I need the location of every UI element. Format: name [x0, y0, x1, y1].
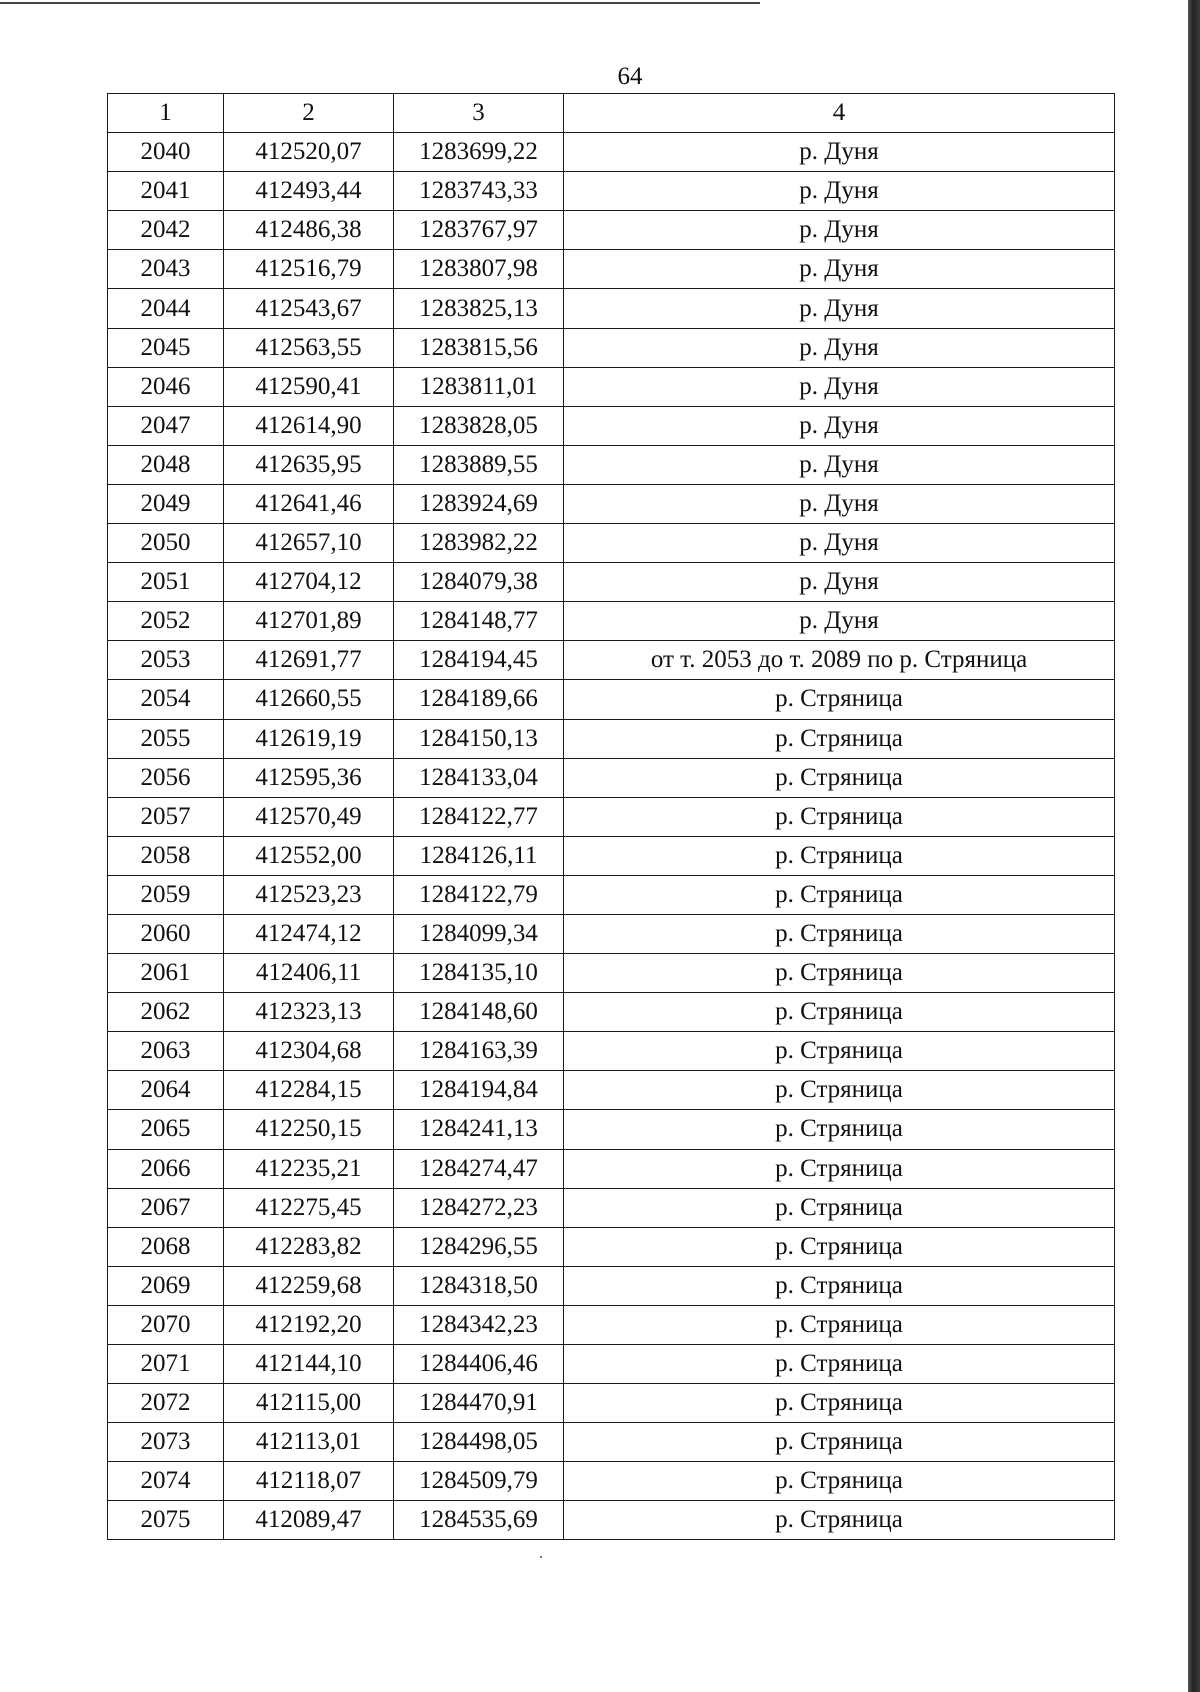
table-row [108, 133, 1115, 172]
y-coordinate-cell: 1284150,13 [394, 719, 564, 758]
boundary-description-cell: р. Дуня [564, 602, 1115, 641]
table-row [108, 524, 1115, 563]
x-coordinate-cell: 412493,44 [224, 172, 394, 211]
point-number-cell: 2067 [108, 1188, 224, 1227]
x-coordinate-cell: 412520,07 [224, 133, 394, 172]
y-coordinate-cell: 1283743,33 [394, 172, 564, 211]
point-number-cell: 2050 [108, 524, 224, 563]
x-coordinate-cell: 412563,55 [224, 328, 394, 367]
table-row [108, 1071, 1115, 1110]
x-coordinate-cell: 412323,13 [224, 993, 394, 1032]
boundary-description-cell: р. Стряница [564, 1188, 1115, 1227]
boundary-description-cell: р. Стряница [564, 758, 1115, 797]
table-row [108, 367, 1115, 406]
x-coordinate-cell: 412701,89 [224, 602, 394, 641]
point-number-cell: 2065 [108, 1110, 224, 1149]
boundary-description-cell: р. Стряница [564, 1149, 1115, 1188]
table-row [108, 1501, 1115, 1540]
table-row [108, 1188, 1115, 1227]
boundary-description-cell: р. Дуня [564, 524, 1115, 563]
boundary-description-cell: р. Дуня [564, 367, 1115, 406]
point-number-cell: 2057 [108, 797, 224, 836]
y-coordinate-cell: 1284509,79 [394, 1462, 564, 1501]
y-coordinate-cell: 1284241,13 [394, 1110, 564, 1149]
point-number-cell: 2074 [108, 1462, 224, 1501]
table-row [108, 993, 1115, 1032]
table-header-row [108, 94, 1115, 133]
point-number-cell: 2066 [108, 1149, 224, 1188]
x-coordinate-cell: 412304,68 [224, 1032, 394, 1071]
y-coordinate-cell: 1284148,77 [394, 602, 564, 641]
x-coordinate-cell: 412144,10 [224, 1345, 394, 1384]
x-coordinate-cell: 412115,00 [224, 1384, 394, 1423]
column-header-1: 1 [108, 94, 224, 133]
x-coordinate-cell: 412657,10 [224, 524, 394, 563]
y-coordinate-cell: 1283699,22 [394, 133, 564, 172]
boundary-description-cell: р. Дуня [564, 406, 1115, 445]
scan-top-border [0, 2, 760, 4]
point-number-cell: 2070 [108, 1305, 224, 1344]
x-coordinate-cell: 412113,01 [224, 1423, 394, 1462]
point-number-cell: 2045 [108, 328, 224, 367]
boundary-description-cell: р. Стряница [564, 1423, 1115, 1462]
y-coordinate-cell: 1284133,04 [394, 758, 564, 797]
point-number-cell: 2047 [108, 406, 224, 445]
x-coordinate-cell: 412235,21 [224, 1149, 394, 1188]
y-coordinate-cell: 1284079,38 [394, 563, 564, 602]
boundary-description-cell: р. Стряница [564, 1227, 1115, 1266]
y-coordinate-cell: 1284296,55 [394, 1227, 564, 1266]
boundary-description-cell: р. Дуня [564, 250, 1115, 289]
boundary-description-cell: р. Стряница [564, 797, 1115, 836]
scan-right-edge [1188, 0, 1200, 1692]
boundary-description-cell: р. Стряница [564, 1305, 1115, 1344]
table-row [108, 406, 1115, 445]
x-coordinate-cell: 412619,19 [224, 719, 394, 758]
x-coordinate-cell: 412543,67 [224, 289, 394, 328]
y-coordinate-cell: 1284274,47 [394, 1149, 564, 1188]
boundary-description-cell: р. Стряница [564, 719, 1115, 758]
y-coordinate-cell: 1284470,91 [394, 1384, 564, 1423]
x-coordinate-cell: 412570,49 [224, 797, 394, 836]
table-row [108, 719, 1115, 758]
table-row [108, 445, 1115, 484]
x-coordinate-cell: 412089,47 [224, 1501, 394, 1540]
point-number-cell: 2071 [108, 1345, 224, 1384]
table-row [108, 875, 1115, 914]
boundary-description-cell: р. Стряница [564, 1462, 1115, 1501]
point-number-cell: 2052 [108, 602, 224, 641]
point-number-cell: 2075 [108, 1501, 224, 1540]
boundary-description-cell: р. Стряница [564, 1384, 1115, 1423]
x-coordinate-cell: 412590,41 [224, 367, 394, 406]
boundary-description-cell: р. Дуня [564, 172, 1115, 211]
x-coordinate-cell: 412660,55 [224, 680, 394, 719]
point-number-cell: 2042 [108, 211, 224, 250]
y-coordinate-cell: 1284163,39 [394, 1032, 564, 1071]
x-coordinate-cell: 412250,15 [224, 1110, 394, 1149]
x-coordinate-cell: 412691,77 [224, 641, 394, 680]
point-number-cell: 2055 [108, 719, 224, 758]
point-number-cell: 2056 [108, 758, 224, 797]
point-number-cell: 2049 [108, 484, 224, 523]
x-coordinate-cell: 412523,23 [224, 875, 394, 914]
boundary-description-cell: р. Дуня [564, 563, 1115, 602]
point-number-cell: 2072 [108, 1384, 224, 1423]
y-coordinate-cell: 1284194,45 [394, 641, 564, 680]
x-coordinate-cell: 412552,00 [224, 836, 394, 875]
table-row [108, 1305, 1115, 1344]
table-row [108, 758, 1115, 797]
boundary-description-cell: р. Стряница [564, 680, 1115, 719]
y-coordinate-cell: 1283825,13 [394, 289, 564, 328]
x-coordinate-cell: 412641,46 [224, 484, 394, 523]
table-row [108, 602, 1115, 641]
boundary-description-cell: р. Дуня [564, 211, 1115, 250]
point-number-cell: 2059 [108, 875, 224, 914]
x-coordinate-cell: 412595,36 [224, 758, 394, 797]
point-number-cell: 2063 [108, 1032, 224, 1071]
boundary-description-cell: р. Стряница [564, 1071, 1115, 1110]
y-coordinate-cell: 1284189,66 [394, 680, 564, 719]
table-row [108, 1149, 1115, 1188]
point-number-cell: 2041 [108, 172, 224, 211]
boundary-description-cell: р. Дуня [564, 328, 1115, 367]
y-coordinate-cell: 1284122,77 [394, 797, 564, 836]
x-coordinate-cell: 412118,07 [224, 1462, 394, 1501]
table-row [108, 1462, 1115, 1501]
table-row [108, 172, 1115, 211]
table-row [108, 250, 1115, 289]
point-number-cell: 2046 [108, 367, 224, 406]
y-coordinate-cell: 1283807,98 [394, 250, 564, 289]
table-row [108, 1032, 1115, 1071]
y-coordinate-cell: 1283767,97 [394, 211, 564, 250]
point-number-cell: 2061 [108, 954, 224, 993]
point-number-cell: 2073 [108, 1423, 224, 1462]
point-number-cell: 2048 [108, 445, 224, 484]
table-row [108, 797, 1115, 836]
y-coordinate-cell: 1284272,23 [394, 1188, 564, 1227]
point-number-cell: 2058 [108, 836, 224, 875]
y-coordinate-cell: 1284498,05 [394, 1423, 564, 1462]
y-coordinate-cell: 1284535,69 [394, 1501, 564, 1540]
column-header-2: 2 [224, 94, 394, 133]
table-row [108, 641, 1115, 680]
table-row [108, 914, 1115, 953]
x-coordinate-cell: 412704,12 [224, 563, 394, 602]
boundary-description-cell: р. Стряница [564, 1032, 1115, 1071]
column-header-3: 3 [394, 94, 564, 133]
boundary-description-cell: р. Дуня [564, 445, 1115, 484]
boundary-description-cell: р. Стряница [564, 993, 1115, 1032]
boundary-description-cell: от т. 2053 до т. 2089 по р. Стряница [564, 641, 1115, 680]
x-coordinate-cell: 412406,11 [224, 954, 394, 993]
x-coordinate-cell: 412486,38 [224, 211, 394, 250]
y-coordinate-cell: 1283815,56 [394, 328, 564, 367]
y-coordinate-cell: 1284342,23 [394, 1305, 564, 1344]
coordinates-table [107, 93, 1115, 1540]
table-row [108, 1384, 1115, 1423]
table-body [108, 133, 1115, 1540]
x-coordinate-cell: 412259,68 [224, 1266, 394, 1305]
y-coordinate-cell: 1284406,46 [394, 1345, 564, 1384]
y-coordinate-cell: 1284318,50 [394, 1266, 564, 1305]
boundary-description-cell: р. Стряница [564, 1110, 1115, 1149]
boundary-description-cell: р. Дуня [564, 133, 1115, 172]
boundary-description-cell: р. Стряница [564, 1501, 1115, 1540]
table-row [108, 1266, 1115, 1305]
point-number-cell: 2040 [108, 133, 224, 172]
point-number-cell: 2068 [108, 1227, 224, 1266]
point-number-cell: 2044 [108, 289, 224, 328]
table-row [108, 1423, 1115, 1462]
x-coordinate-cell: 412275,45 [224, 1188, 394, 1227]
y-coordinate-cell: 1283828,05 [394, 406, 564, 445]
y-coordinate-cell: 1284135,10 [394, 954, 564, 993]
scan-speck [540, 1556, 542, 1558]
table-row [108, 836, 1115, 875]
x-coordinate-cell: 412284,15 [224, 1071, 394, 1110]
point-number-cell: 2043 [108, 250, 224, 289]
point-number-cell: 2069 [108, 1266, 224, 1305]
table-row [108, 289, 1115, 328]
table-row [108, 563, 1115, 602]
point-number-cell: 2053 [108, 641, 224, 680]
y-coordinate-cell: 1283811,01 [394, 367, 564, 406]
x-coordinate-cell: 412192,20 [224, 1305, 394, 1344]
y-coordinate-cell: 1283889,55 [394, 445, 564, 484]
table-row [108, 680, 1115, 719]
y-coordinate-cell: 1284122,79 [394, 875, 564, 914]
y-coordinate-cell: 1284194,84 [394, 1071, 564, 1110]
y-coordinate-cell: 1283982,22 [394, 524, 564, 563]
point-number-cell: 2051 [108, 563, 224, 602]
y-coordinate-cell: 1284148,60 [394, 993, 564, 1032]
x-coordinate-cell: 412474,12 [224, 914, 394, 953]
y-coordinate-cell: 1284126,11 [394, 836, 564, 875]
table-row [108, 211, 1115, 250]
boundary-description-cell: р. Стряница [564, 1266, 1115, 1305]
point-number-cell: 2062 [108, 993, 224, 1032]
boundary-description-cell: р. Стряница [564, 954, 1115, 993]
table-row [108, 484, 1115, 523]
x-coordinate-cell: 412635,95 [224, 445, 394, 484]
table-row [108, 954, 1115, 993]
point-number-cell: 2060 [108, 914, 224, 953]
boundary-description-cell: р. Стряница [564, 875, 1115, 914]
table-row [108, 1110, 1115, 1149]
x-coordinate-cell: 412516,79 [224, 250, 394, 289]
table-row [108, 328, 1115, 367]
y-coordinate-cell: 1283924,69 [394, 484, 564, 523]
point-number-cell: 2054 [108, 680, 224, 719]
column-header-4: 4 [564, 94, 1115, 133]
boundary-description-cell: р. Стряница [564, 914, 1115, 953]
boundary-description-cell: р. Стряница [564, 1345, 1115, 1384]
x-coordinate-cell: 412614,90 [224, 406, 394, 445]
boundary-description-cell: р. Дуня [564, 484, 1115, 523]
table-row [108, 1227, 1115, 1266]
table-row [108, 1345, 1115, 1384]
point-number-cell: 2064 [108, 1071, 224, 1110]
x-coordinate-cell: 412283,82 [224, 1227, 394, 1266]
boundary-description-cell: р. Дуня [564, 289, 1115, 328]
boundary-description-cell: р. Стряница [564, 836, 1115, 875]
y-coordinate-cell: 1284099,34 [394, 914, 564, 953]
page-number: 64 [617, 63, 643, 90]
